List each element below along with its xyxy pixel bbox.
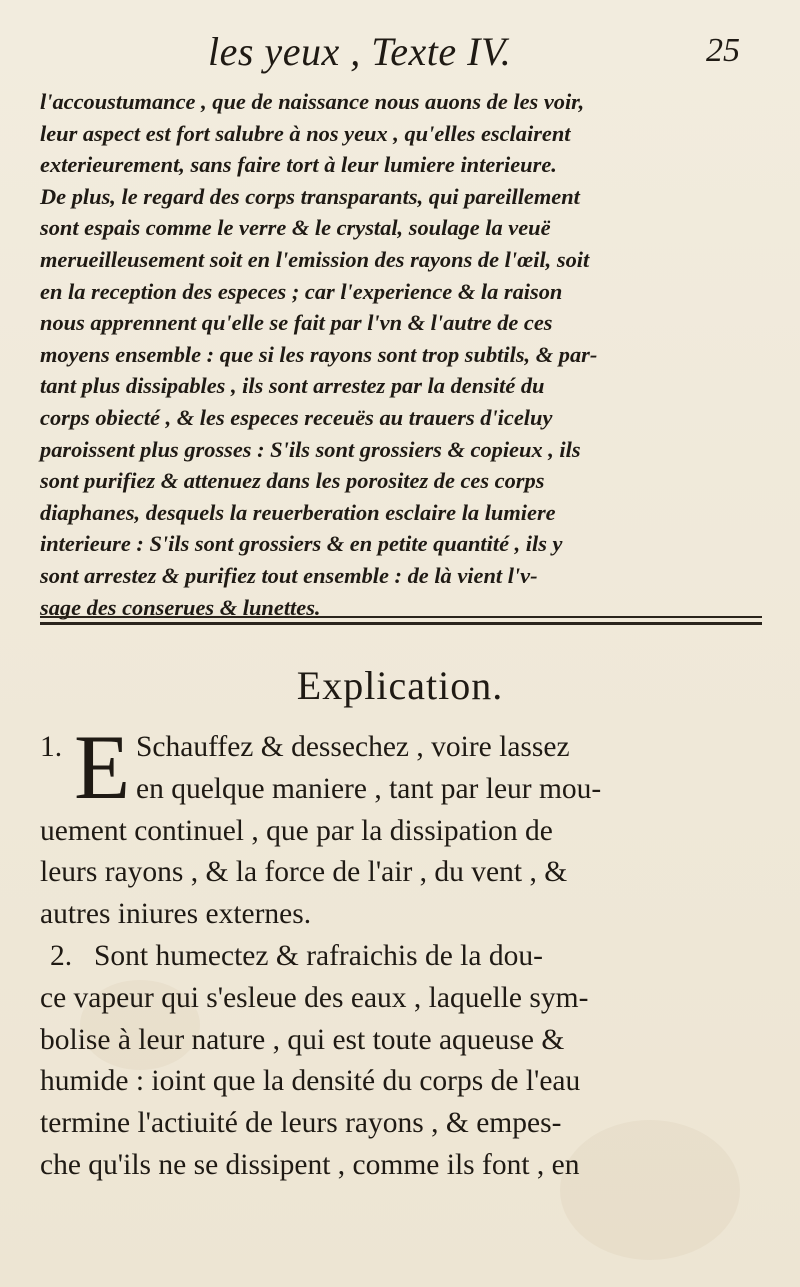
text-line: en quelque maniere , tant par leur mou- (136, 772, 602, 805)
page-header (60, 28, 740, 72)
text-line: en la reception des especes ; car l'experience & la raison (40, 278, 563, 304)
drop-cap: E (74, 716, 131, 818)
explanation-text (40, 716, 775, 1187)
item-2-first-line (40, 936, 775, 978)
text-line: l'accoustumance , que de naissance nous auons de les voir, (40, 89, 585, 114)
text-line: humide : ioint que la densité du corps de l'eau (40, 1065, 581, 1098)
text-line: sont espais comme le verre & le crystal, soulage la veuë (40, 215, 551, 241)
text-line: moyens ensemble : que si les rayons sont trop subtils, & par- (40, 341, 598, 367)
italic-paragraph (40, 86, 760, 623)
text-line: sage des conserues & lunettes. (40, 594, 321, 620)
text-line: De plus, le regard des corps transparants, qui pareillement (40, 183, 580, 209)
text-line: uement continuel , que par la dissipation de (40, 814, 553, 847)
section-rule (40, 616, 762, 625)
item-number: 2. (50, 939, 73, 972)
text-line: Schauffez & dessechez , voire lassez (136, 731, 570, 763)
text-line: bolise à leur nature , qui est toute aqueuse & (40, 1023, 565, 1056)
item-1-first-line (40, 727, 775, 769)
text-line: autres iniures externes. (40, 898, 312, 931)
text-line: paroissent plus grosses : S'ils sont grossiers & copieux , ils (40, 436, 581, 462)
text-line: sont arrestez & purifiez tout ensemble : de là vient l'v- (40, 562, 538, 588)
running-head: les yeux , Texte IV. (208, 29, 512, 74)
text-line: ce vapeur qui s'esleue des eaux , laquelle sym- (40, 981, 589, 1014)
page-number: 25 (706, 32, 740, 69)
text-line: leurs rayons , & la force de l'air , du vent , & (40, 856, 568, 889)
text-line: sont purifiez & attenuez dans les porositez de ces corps (40, 468, 545, 494)
text-line: Sont humectez & rafraichis de la dou- (94, 939, 543, 972)
text-line: che qu'ils ne se dissipent , comme ils font , en (40, 1148, 580, 1181)
item-number: 1. (40, 731, 63, 763)
text-line: exterieurement, sans faire tort à leur lumiere interieure. (40, 152, 557, 178)
text-line: corps obiecté , & les especes receuës au trauers d'iceluy (40, 404, 553, 430)
text-line: interieure : S'ils sont grossiers & en petite quantité , ils y (40, 531, 563, 557)
text-line: merueilleusement soit en l'emission des rayons de l'œil, soit (40, 246, 590, 272)
text-line: diaphanes, desquels la reuerberation esclaire la lumiere (40, 499, 556, 525)
text-line: leur aspect est fort salubre à nos yeux , qu'elles esclairent (40, 120, 571, 146)
text-line: nous apprennent qu'elle se fait par l'vn & l'autre de ces (40, 310, 553, 336)
text-line: termine l'actiuité de leurs rayons , & empes- (40, 1107, 562, 1140)
section-heading: Explication. (296, 663, 504, 708)
text-line: tant plus dissipables , ils sont arrestez par la densité du (40, 373, 545, 399)
